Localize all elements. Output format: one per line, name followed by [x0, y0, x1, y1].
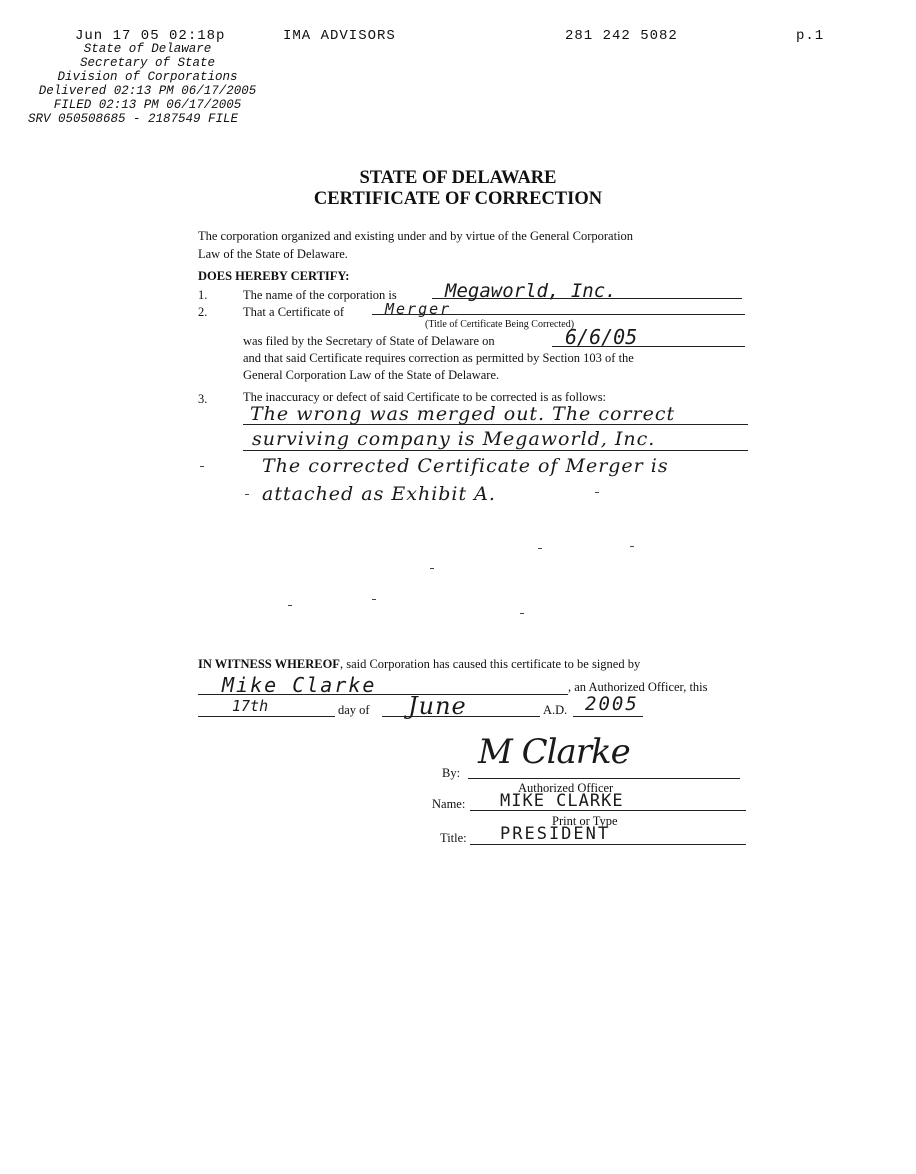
title-label: Title:	[440, 831, 467, 845]
fax-sender: IMA ADVISORS	[283, 28, 396, 44]
authorized-officer-caption: Authorized Officer	[518, 781, 614, 795]
scan-speck	[372, 599, 376, 600]
stamp-line: Secretary of State	[79, 56, 216, 70]
fax-datetime: Jun 17 05 02:18p	[75, 28, 226, 44]
filed-label: was filed by the Secretary of State of Delaware on	[243, 334, 495, 348]
officer-title-handwritten: PRESIDENT	[500, 824, 611, 844]
ad-label: A.D.	[543, 703, 568, 717]
item1-label: The name of the corporation is	[243, 288, 397, 302]
scan-speck	[288, 605, 292, 606]
certificate-title-handwritten: Merger	[385, 300, 452, 318]
item-number: 3.	[198, 392, 208, 406]
officer-name-handwritten: Mike Clarke	[222, 673, 377, 697]
intro-line: Law of the State of Delaware.	[198, 247, 348, 261]
fill-line	[552, 346, 745, 347]
scan-speck	[430, 568, 434, 569]
certificate-title-caption: (Title of Certificate Being Corrected)	[425, 319, 575, 330]
scan-speck	[520, 613, 524, 614]
day-of-label: day of	[338, 703, 370, 717]
fill-line	[468, 778, 740, 779]
document-title: STATE OF DELAWARE	[359, 168, 557, 188]
officer-printed-name-handwritten: MIKE CLARKE	[500, 791, 624, 811]
fill-line	[243, 450, 748, 451]
fill-line	[573, 716, 643, 717]
fax-phone: 281 242 5082	[565, 28, 678, 44]
corporation-name-handwritten: Megaworld, Inc.	[445, 280, 617, 302]
document-subtitle: CERTIFICATE OF CORRECTION	[313, 189, 603, 209]
intro-line: The corporation organized and existing under and by virtue of the General Corporation	[198, 229, 634, 243]
item3-label: The inaccuracy or defect of said Certificate to be corrected is as follows:	[243, 390, 607, 404]
officer-suffix: , an Authorized Officer, this	[568, 680, 708, 694]
item2-line: and that said Certificate requires correction as permitted by Section 103 of the	[243, 351, 634, 365]
officer-signature: M Clarke	[478, 732, 630, 772]
fax-page: p.1	[796, 28, 825, 44]
certify-heading: DOES HEREBY CERTIFY:	[198, 269, 350, 283]
fill-line	[470, 844, 746, 845]
filing-stamp	[20, 42, 275, 126]
stamp-line: Delivered 02:13 PM 06/17/2005	[38, 84, 257, 98]
item-number: 2.	[198, 305, 208, 319]
print-or-type-caption: Print or Type	[552, 814, 618, 828]
correction-line-handwritten: surviving company is Megaworld, Inc.	[252, 428, 656, 450]
scan-speck	[538, 548, 542, 549]
witness-text: , said Corporation has caused this certificate to be signed by	[339, 657, 641, 671]
scan-speck	[200, 466, 204, 467]
correction-line-handwritten: attached as Exhibit A.	[262, 483, 496, 505]
stamp-line: FILED 02:13 PM 06/17/2005	[53, 98, 242, 112]
fill-line	[382, 716, 540, 717]
witness-heading: IN WITNESS WHEREOF	[198, 657, 340, 671]
item-number: 1.	[198, 288, 208, 302]
item2-label: That a Certificate of	[243, 305, 344, 319]
year-handwritten: 2005	[585, 693, 639, 715]
fill-line	[198, 716, 335, 717]
scan-speck	[595, 492, 599, 493]
item2-line: General Corporation Law of the State of Delaware.	[243, 368, 500, 382]
name-label: Name:	[432, 797, 466, 811]
stamp-line: State of Delaware	[83, 42, 212, 56]
fill-line	[243, 424, 748, 425]
witness-statement	[198, 657, 640, 672]
fill-line	[470, 810, 746, 811]
scan-speck	[245, 494, 249, 495]
by-label: By:	[442, 766, 461, 780]
fill-line	[198, 694, 568, 695]
scan-speck	[630, 546, 634, 547]
day-handwritten: 17th	[232, 697, 269, 715]
month-handwritten: June	[408, 692, 467, 720]
fill-line	[432, 298, 742, 299]
fill-line	[372, 314, 745, 315]
filed-date-handwritten: 6/6/05	[565, 325, 638, 349]
correction-line-handwritten: The wrong was merged out. The correct	[250, 403, 676, 425]
stamp-line: Division of Corporations	[57, 70, 238, 84]
correction-line-handwritten: The corrected Certificate of Merger is	[262, 455, 669, 477]
stamp-line: SRV 050508685 - 2187549 FILE	[28, 112, 239, 126]
